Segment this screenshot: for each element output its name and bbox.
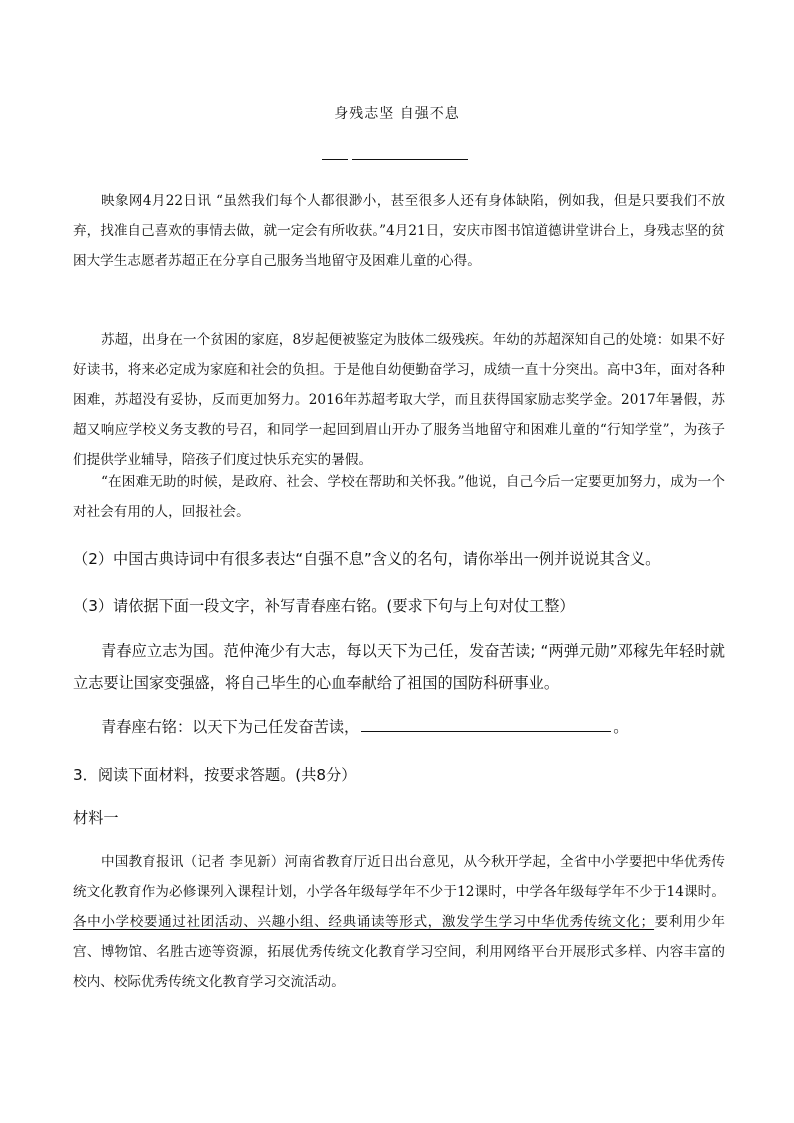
section-3-heading: 3．阅读下面材料，按要求答题。(共8分） xyxy=(73,766,357,784)
material-one-paragraph xyxy=(73,847,725,997)
question-3-passage: 青春应立志为国。范仲淹少有大志，每以天下为己任，发奋苦读; “两弹元勋”邓稼先年轻时就立志要让国家变强盛，将自己毕生的心血奉献给了祖国的国防科研事业。 xyxy=(73,642,725,692)
byline-rule-short xyxy=(322,159,348,160)
motto-end: 。 xyxy=(613,718,629,736)
motto-prefix: 青春座右铭：以天下为己任发奋苦读， xyxy=(101,718,360,736)
article-title: 身残志坚 自强不息 xyxy=(334,106,460,122)
question-3-prompt: （3）请依据下面一段文字，补写青春座右铭。(要求下句与上句对仗工整） xyxy=(73,597,575,615)
byline-rule-long xyxy=(352,159,468,160)
material-underlined-text: 各中小学校要通过社团活动、兴趣小组、经典诵读等形式，激发学生学习中华优秀传统文化； xyxy=(73,914,655,930)
question-2: （2）中国古典诗词中有很多表达“自强不息”含义的名句，请你举出一例并说说其含义。 xyxy=(73,550,661,568)
article-paragraph-2: 苏超，出身在一个贫困的家庭，8岁起便被鉴定为肢体二级残疾。年幼的苏超深知自己的处境：如果不好好读书，将来必定成为家庭和社会的负担。于是他自幼便勤奋学习，成绩一直十分突出。高中3年，面对各种困难，苏超没有妥协，反而更加努力。2016年苏超考取大学，而且获得国家励志奖学金。2017年暑假，苏超又响应学校义务支教的号召，和同学一起回到眉山开办了服务当地留守和困难儿童的“行知学堂”，为孩子们提供学业辅导，陪孩子们度过快乐充实的暑假。 xyxy=(73,332,725,468)
article-paragraph-1: 映象网4月22日讯 “虽然我们每个人都很渺小，甚至很多人还有身体缺陷，例如我，但是只要我们不放弃，找准自己喜欢的事情去做，就一定会有所收获。”4月21日，安庆市图书馆道德讲堂讲台上，身残志坚的贫困大学生志愿者苏超正在分享自己服务当地留守及困难儿童的心得。 xyxy=(73,193,725,269)
motto-line xyxy=(73,712,725,742)
material-one-label: 材料一 xyxy=(73,809,119,827)
material-text-end: 要利用少年宫、博物馆、名胜古迹等资源，拓展优秀传统文化教育学习空间，利用网络平台开展形式多样、内容丰富的校内、校际优秀传统文化教育学习交流活动。 xyxy=(73,914,726,990)
article-paragraph-3: “在困难无助的时候，是政府、社会、学校在帮助和关怀我。”他说，自己今后一定要更加努力，成为一个对社会有用的人，回报社会。 xyxy=(73,474,725,520)
motto-answer-blank[interactable] xyxy=(361,715,611,732)
material-text-start: 中国教育报讯（记者 李见新）河南省教育厅近日出台意见，从今秋开学起，全省中小学要把中华优秀传统文化教育作为必修课列入课程计划，小学各年级每学年不少于12课时，中学各年级每学年不少于14课时。 xyxy=(73,854,725,900)
